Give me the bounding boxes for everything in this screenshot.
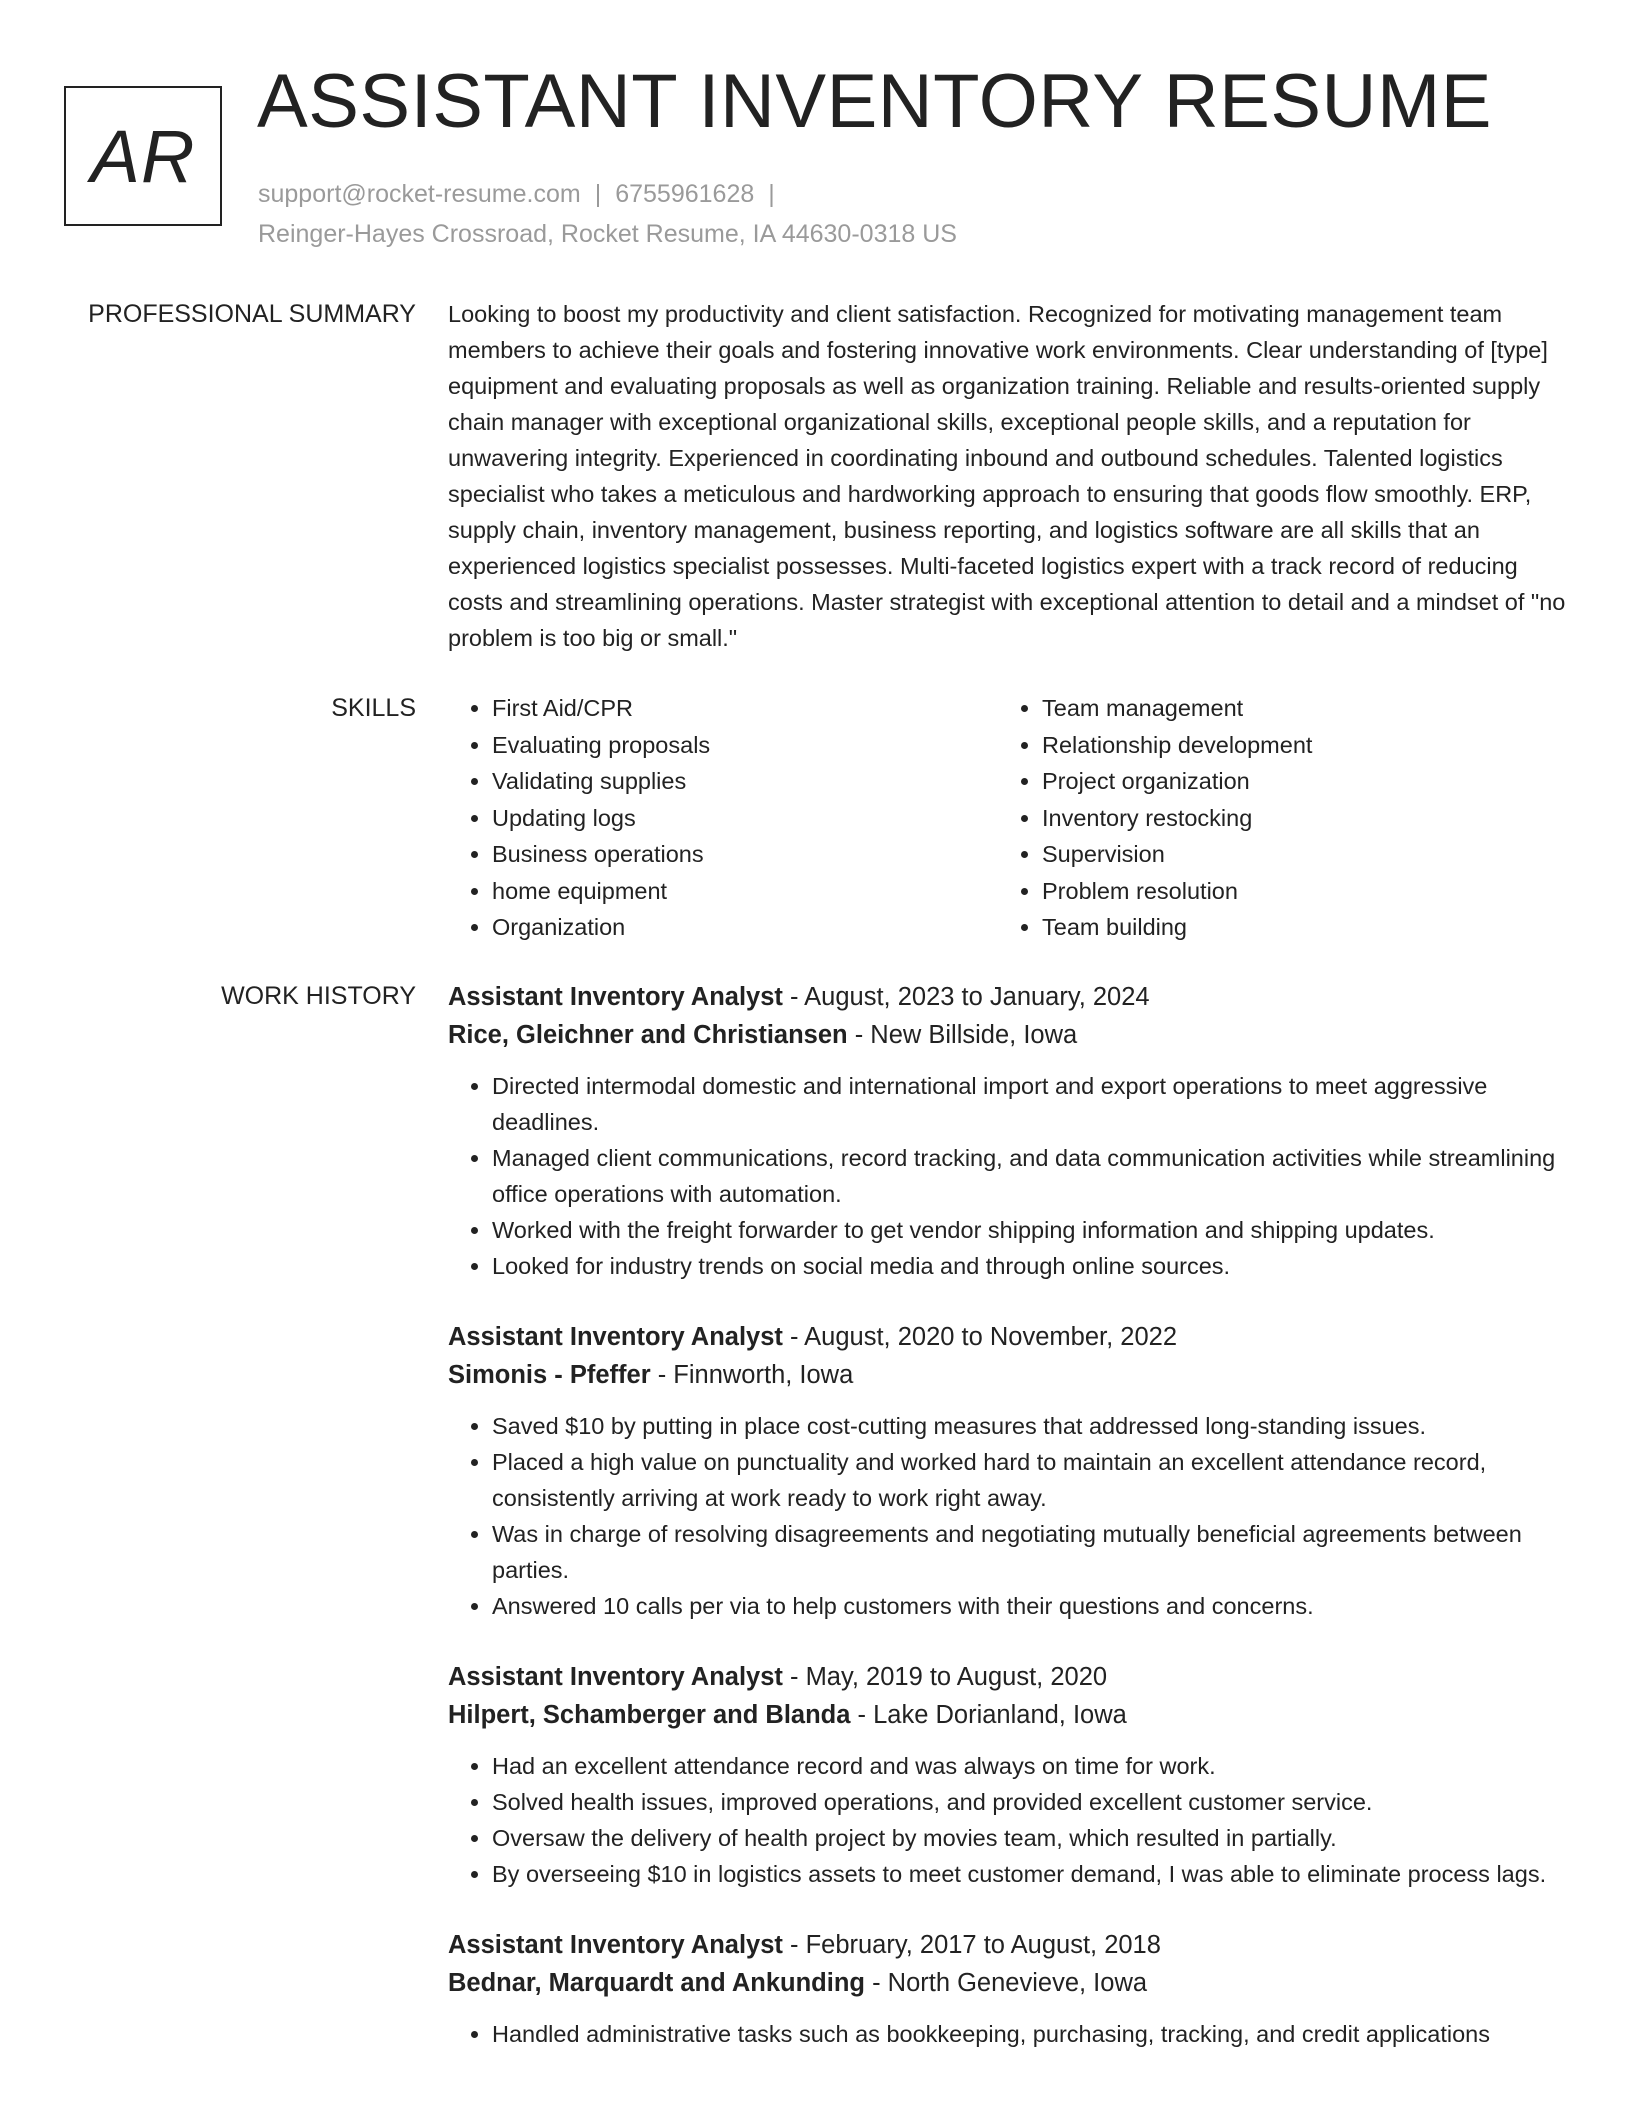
job-dates: - August, 2020 to November, 2022 [782,1323,1177,1351]
skills-heading: SKILLS [331,694,416,722]
skill-item: • Evaluating proposals [492,727,998,764]
work-history-body [448,978,1572,2086]
job-title: Assistant Inventory Analyst [448,1931,783,1959]
job-company-line [448,1356,1572,1394]
skill-item: • Problem resolution [1042,873,1548,910]
job-bullet: • Handled administrative tasks such as bookkeeping, purchasing, tracking, and credit applications [492,2016,1572,2052]
job-bullet: • Placed a high value on punctuality and worked hard to maintain an excellent attendance record, consistently arriving at work ready to work right away. [492,1444,1572,1516]
job-entry [448,978,1572,1284]
resume-title: ASSISTANT INVENTORY RESUME [257,59,1492,144]
job-bullets [448,1068,1572,1284]
job-bullets [448,1748,1572,1892]
contact-separator: | [594,180,602,208]
job-bullet: • Answered 10 calls per via to help customers with their questions and concerns. [492,1588,1572,1624]
job-location: - North Genevieve, Iowa [865,1969,1148,1997]
skill-item: • Updating logs [492,800,998,837]
summary-body [448,296,1572,656]
skills-list-left [448,690,998,946]
job-title-line [448,1658,1572,1696]
contact-info [258,174,957,254]
work-history-heading: WORK HISTORY [221,982,416,1010]
job-dates: - May, 2019 to August, 2020 [782,1663,1108,1691]
job-bullet: • Had an excellent attendance record and was always on time for work. [492,1748,1572,1784]
job-title: Assistant Inventory Analyst [448,983,783,1011]
skills-body [448,690,1572,946]
job-dates: - February, 2017 to August, 2018 [782,1931,1161,1959]
job-bullet: • Worked with the freight forwarder to get vendor shipping information and shipping updates. [492,1212,1572,1248]
skills-columns [448,690,1572,946]
job-title-line [448,1926,1572,1964]
monogram-logo: AR [64,86,222,226]
summary-text: Looking to boost my productivity and client satisfaction. Recognized for motivating management team members to achieve their goals and fostering innovative work environments. Clear understanding of [type] equipment and evaluating proposals as well as organization training. Reliable and results-oriented supply chain manager with exceptional organizational skills, exceptional people skills, and a reputation for unwavering integrity. Experienced in coordinating inbound and outbound schedules. Talented logistics specialist who takes a meticulous and hardworking approach to ensuring that goods flow smoothly. ERP, supply chain, inventory management, business reporting, and logistics software are all skills that an experienced logistics specialist possesses. Multi-faceted logistics expert with a track record of reducing costs and streamlining operations. Master strategist with exceptional attention to detail and a mindset of "no problem is too big or small." [448,301,1566,651]
job-company-line [448,1696,1572,1734]
job-title: Assistant Inventory Analyst [448,1323,783,1351]
skill-item: • Business operations [492,836,998,873]
skill-item: • Organization [492,909,998,946]
address: Reinger-Hayes Crossroad, Rocket Resume, IA 44630-0318 US [258,220,957,248]
job-title: Assistant Inventory Analyst [448,1663,783,1691]
skill-item: • Inventory restocking [1042,800,1548,837]
skill-item: • Supervision [1042,836,1548,873]
job-location: - New Billside, Iowa [847,1021,1078,1049]
job-company: Bednar, Marquardt and Ankunding [448,1969,865,1997]
summary-heading: PROFESSIONAL SUMMARY [88,300,416,328]
job-bullet: • Oversaw the delivery of health project by movies team, which resulted in partially. [492,1820,1572,1856]
skill-item: • Project organization [1042,763,1548,800]
skill-item: • Team management [1042,690,1548,727]
job-location: - Finnworth, Iowa [650,1361,854,1389]
phone[interactable]: 6755961628 [615,180,755,208]
job-company-line [448,1016,1572,1054]
job-bullet: • Saved $10 by putting in place cost-cutting measures that addressed long-standing issues. [492,1408,1572,1444]
skill-item: • Team building [1042,909,1548,946]
job-dates: - August, 2023 to January, 2024 [782,983,1150,1011]
contact-separator: | [768,180,775,208]
job-company-line [448,1964,1572,2002]
job-bullet: • Solved health issues, improved operations, and provided excellent customer service. [492,1784,1572,1820]
skills-list-right [998,690,1548,946]
job-bullet: • Managed client communications, record tracking, and data communication activities while streamlining office operations with automation. [492,1140,1572,1212]
skill-item: • Validating supplies [492,763,998,800]
skill-item: • home equipment [492,873,998,910]
job-bullet: • Was in charge of resolving disagreements and negotiating mutually beneficial agreements between parties. [492,1516,1572,1588]
email[interactable]: support@rocket-resume.com [258,180,581,208]
job-title-line [448,1318,1572,1356]
job-entry [448,1926,1572,2052]
job-entry [448,1658,1572,1892]
job-bullets [448,2016,1572,2052]
job-entry [448,1318,1572,1624]
job-company: Simonis - Pfeffer [448,1361,651,1389]
job-location: - Lake Dorianland, Iowa [850,1701,1127,1729]
skill-item: • First Aid/CPR [492,690,998,727]
job-bullet: • Looked for industry trends on social media and through online sources. [492,1248,1572,1284]
job-bullet: • By overseeing $10 in logistics assets to meet customer demand, I was able to eliminate process lags. [492,1856,1572,1892]
job-title-line [448,978,1572,1016]
job-company: Rice, Gleichner and Christiansen [448,1021,848,1049]
skill-item: • Relationship development [1042,727,1548,764]
contact-line-1 [258,174,957,214]
job-bullet: • Directed intermodal domestic and international import and export operations to meet aggressive deadlines. [492,1068,1572,1140]
job-bullets [448,1408,1572,1624]
job-company: Hilpert, Schamberger and Blanda [448,1701,851,1729]
